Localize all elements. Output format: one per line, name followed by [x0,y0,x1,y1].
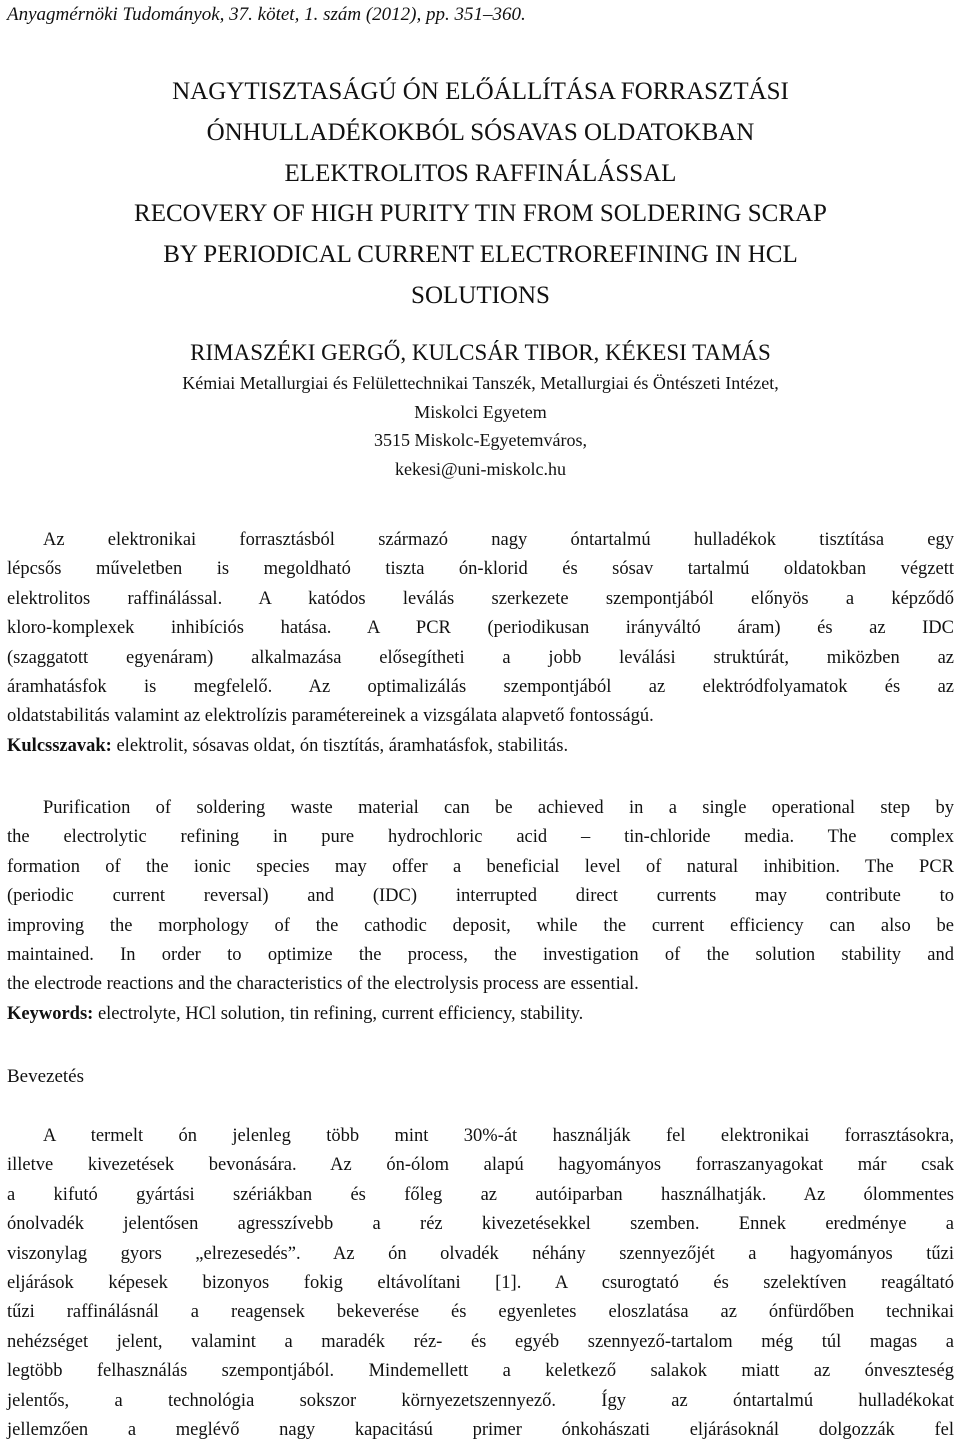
title-line: ÓNHULLADÉKOKBÓL SÓSAVAS OLDATOKBAN [206,118,755,146]
abstract-line: (periodic current reversal) and (IDC) interrupted direct currents may contribute to [7,886,954,907]
abstract-line: Az elektronikai forrasztásból származó nagy óntartalmú hulladékok tisztítása egy [43,530,954,550]
abstract-line: maintained. In order to optimize the process, the investigation of the solution stability and [7,945,954,966]
abstract-line: kloro-komplexek inhibíciós hatása. A PCR (periodikusan irányváltó áram) és az IDC [7,618,954,639]
abstract-line: the electrode reactions and the characteristics of the electrolysis process are essential. [7,974,639,995]
keywords-text: elektrolit, sósavas oldat, ón tisztítás, áramhatásfok, stabilitás. [111,735,569,756]
paper-title [7,72,954,317]
affiliation-line: 3515 Miskolc-Egyetemváros, [374,430,587,450]
body-line: nehézséget jelent, valamint a maradék réz- és egyéb szennyező-tartalom még túl magas a [7,1331,954,1352]
abstract-line: Purification of soldering waste material can be achieved in a single operational step by [43,798,954,818]
keywords-hungarian [7,732,954,761]
abstract-line: the electrolytic refining in pure hydrochloric acid – tin-chloride media. The complex [7,827,954,848]
body-line: a kifutó gyártási szériákban és főleg az autóiparban használhatják. Az ólommentes [7,1184,954,1205]
abstract-line: oldatstabilitás valamint az elektrolízis paramétereinek a vizsgálata alapvető fontosságú. [7,706,654,727]
affiliation-line: Kémiai Metallurgiai és Felülettechnikai Tanszék, Metallurgiai és Öntészeti Intézet, [182,373,779,393]
author-names: RIMASZÉKI GERGŐ, KULCSÁR TIBOR, KÉKESI TAMÁS [190,340,771,365]
abstract-line: lépcsős műveletben is megoldható tiszta ón-klorid és sósav tartalmú oldatokban végzett [7,559,954,580]
abstract-line: improving the morphology of the cathodic deposit, while the current efficiency can also be [7,915,954,936]
abstract-line: elektrolitos raffinálással. A katódos leválás szerkezete szempontjából előnyös a képződő [7,588,954,609]
title-line: RECOVERY OF HIGH PURITY TIN FROM SOLDERING SCRAP [134,200,827,228]
author-block [7,337,954,483]
body-line: legtöbb felhasználás szempontjából. Mindemellett a keletkező salakok miatt az ónveszteség [7,1361,954,1382]
abstract-english [7,794,954,1029]
keywords-label: Keywords: [7,1003,94,1024]
keywords-english [7,1000,954,1029]
body-line: jellemzően a meglévő nagy kapacitású primer ónkohászati eljárásoknál dolgozzák fel [7,1420,954,1441]
abstract-line: (szaggatott egyenáram) alkalmazása elősegítheti a jobb leválási struktúrát, miközben az [7,647,954,668]
journal-reference: Anyagmérnöki Tudományok, 37. kötet, 1. szám (2012), pp. 351–360. [7,4,526,25]
introduction-body [7,1122,954,1445]
affiliation-line: Miskolci Egyetem [414,401,547,422]
keywords-text: electrolyte, HCl solution, tin refining, current efficiency, stability. [93,1003,584,1024]
abstract-line: formation of the ionic species may offer a beneficial level of natural inhibition. The PCR [7,856,954,877]
abstract-line: áramhatásfok is megfelelő. Az optimalizálás szempontjából az elektródfolyamatok és az [7,677,954,698]
title-line: SOLUTIONS [411,281,550,309]
body-line: A termelt ón jelenleg több mint 30%-át használják fel elektronikai forrasztásokra, [43,1126,954,1146]
body-line: ónolvadék jelentősen agresszívebb a réz kivezetésekkel szemben. Ennek eredménye a [7,1214,954,1235]
body-line: viszonylag gyors „elrezesedés”. Az ón olvadék néhány szennyezőjét a hagyományos tűzi [7,1243,954,1264]
author-email[interactable]: kekesi@uni-miskolc.hu [394,458,567,479]
keywords-label: Kulcsszavak: [7,735,112,756]
title-line: ELEKTROLITOS RAFFINÁLÁSSAL [284,159,677,187]
body-line: illetve kivezetések bevonására. Az ón-ólom alapú hagyományos forraszanyagokat már csak [7,1155,954,1176]
body-line: tűzi raffinálásnál a reagensek bekeverése és egyenletes eloszlatása az ónfürdőben technikai [7,1302,954,1323]
body-line: jelentős, a technológia sokszor környezetszennyező. Így az óntartalmú hulladékokat [7,1390,954,1411]
title-line: BY PERIODICAL CURRENT ELECTROREFINING IN HCL [163,241,798,269]
section-heading: Bevezetés [7,1066,85,1087]
abstract-hungarian [7,526,954,761]
title-line: NAGYTISZTASÁGÚ ÓN ELŐÁLLÍTÁSA FORRASZTÁSI [172,78,789,105]
body-line: eljárások képesek bizonyos fokig eltávolítani [1]. A csurogtató és szelektíven reagáltató [7,1273,954,1294]
